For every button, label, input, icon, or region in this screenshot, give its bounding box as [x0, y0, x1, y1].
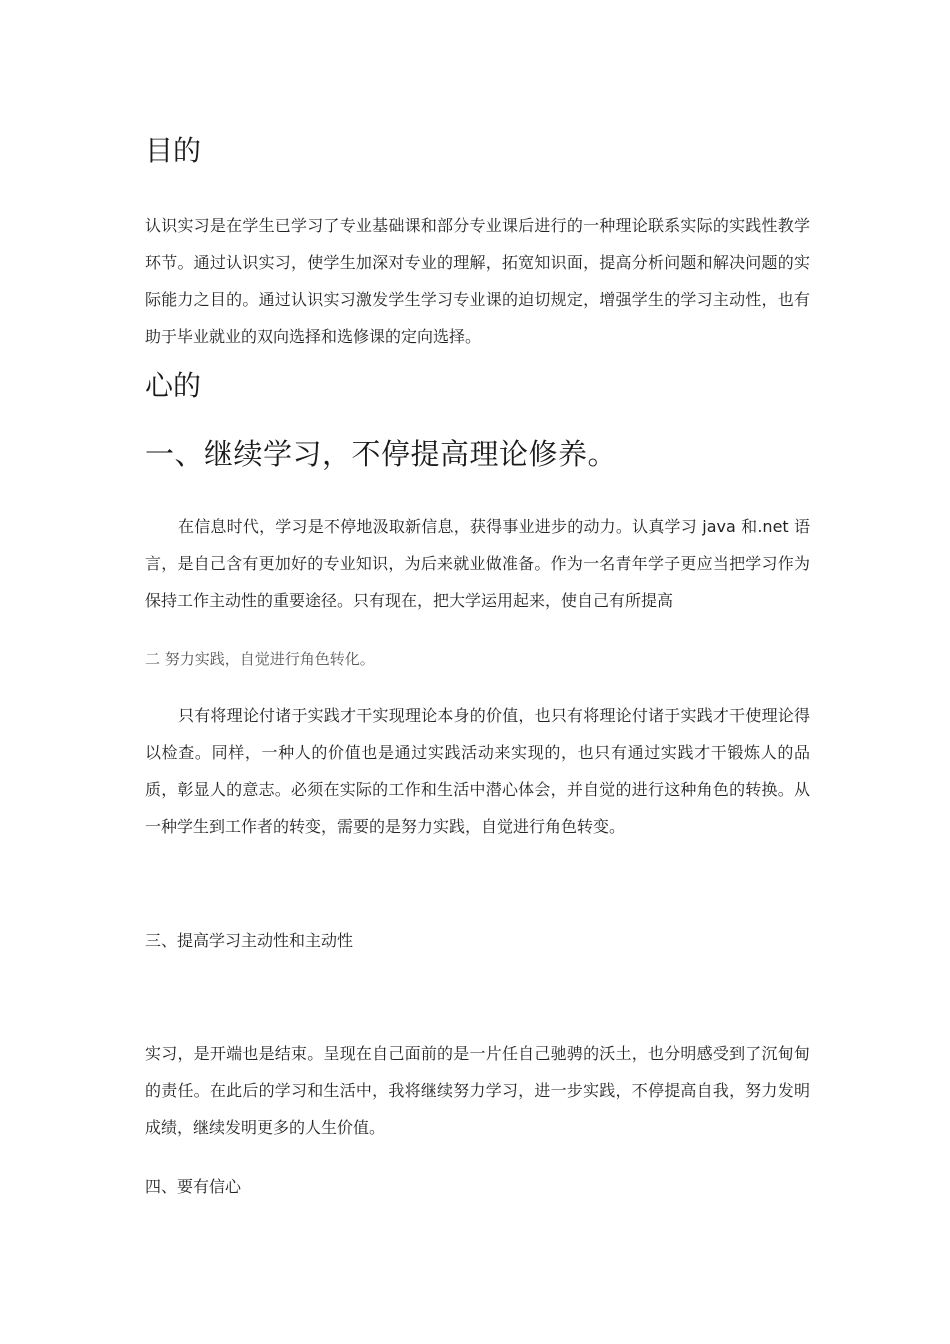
- paragraph-section-2: 只有将理论付诸于实践才干实现理论本身的价值，也只有将理论付诸于实践才干使理论得以检查。同样，一种人的价值也是通过实践活动来实现的，也只有通过实践才干锻炼人的品质，彰显人的意志。必须在实际的工作和生活中潜心体会，并自觉的进行这种角色的转换。从一种学生到工作者的转变，需要的是努力实践，自觉进行角色转变。: [145, 706, 810, 836]
- heading-section-3: 三、提高学习主动性和主动性: [145, 931, 354, 950]
- heading-section-4: 四、要有信心: [145, 1177, 242, 1196]
- paragraph-section-1: 在信息时代，学习是不停地汲取新信息，获得事业进步的动力。认真学习 java 和.net 语言，是自己含有更加好的专业知识，为后来就业做准备。作为一名青年学子更应当把学习作为保持工作主动性的重要途径。只有现在，把大学运用起来，使自己有所提高: [145, 517, 810, 610]
- paragraph-purpose: 认识实习是在学生已学习了专业基础课和部分专业课后进行的一种理论联系实际的实践性教学环节。通过认识实习，使学生加深对专业的理解，拓宽知识面，提高分析问题和解决问题的实际能力之目的。通过认识实习激发学生学习专业课的迫切规定，增强学生的学习主动性，也有助于毕业就业的双向选择和选修课的定向选择。: [145, 216, 810, 346]
- paragraph-section-3: 实习，是开端也是结束。呈现在自己面前的是一片任自己驰骋的沃土，也分明感受到了沉甸甸的责任。在此后的学习和生活中，我将继续努力学习，进一步实践，不停提高自我，努力发明成绩，继续发明更多的人生价值。: [145, 1044, 810, 1137]
- heading-purpose: 目的: [145, 134, 202, 167]
- heading-heart: 心的: [145, 369, 202, 402]
- heading-section-2: 二 努力实践，自觉进行角色转化。: [145, 650, 375, 668]
- heading-section-1: 一、继续学习，不停提高理论修养。: [145, 437, 618, 471]
